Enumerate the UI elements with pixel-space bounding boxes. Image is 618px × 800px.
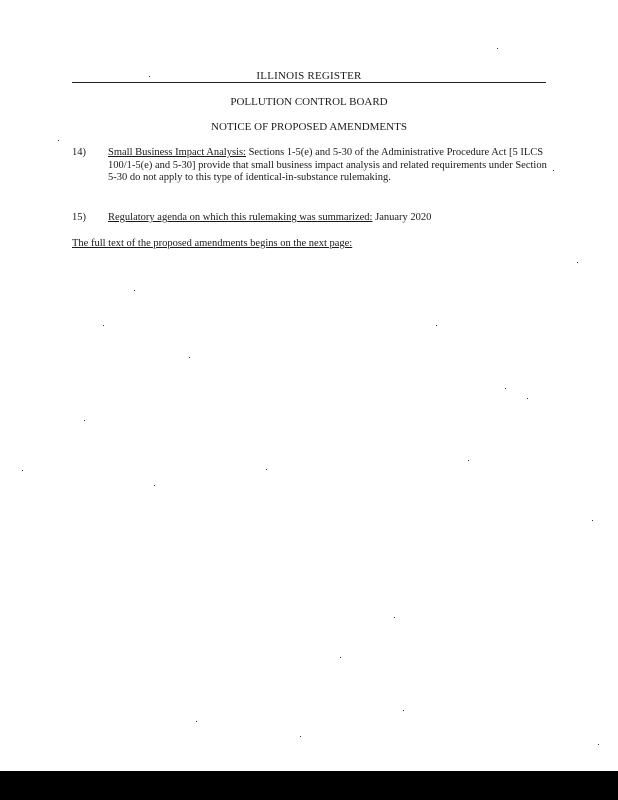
scan-speck bbox=[22, 470, 23, 471]
scan-speck bbox=[403, 710, 404, 711]
scan-speck bbox=[394, 617, 395, 618]
scan-speck bbox=[154, 485, 155, 486]
item-number: 14) bbox=[72, 147, 86, 158]
scan-speck bbox=[598, 744, 599, 745]
item-text: Sections 1-5(e) and 5-30 of the Administrative Procedure Act [5 ILCS 100/1-5(e) and 5-30] provide that small business impact analysis and related requirements under Section 5-30 do not apply to this type of identical-in-substance rulemaking. bbox=[108, 147, 547, 183]
header-divider bbox=[72, 82, 546, 83]
scan-speck bbox=[84, 420, 85, 421]
item-heading: Small Business Impact Analysis: bbox=[108, 147, 246, 158]
scan-speck bbox=[505, 388, 506, 389]
scan-speck bbox=[436, 325, 437, 326]
scan-speck bbox=[196, 721, 197, 722]
scan-speck bbox=[189, 357, 190, 358]
item-text: January 2020 bbox=[372, 212, 432, 223]
item-heading: Regulatory agenda on which this rulemaking was summarized: bbox=[108, 212, 373, 223]
scan-speck bbox=[340, 657, 341, 658]
scan-speck bbox=[527, 398, 528, 399]
item-body bbox=[108, 147, 548, 185]
scan-speck bbox=[577, 262, 578, 263]
scan-speck bbox=[103, 325, 104, 326]
list-item bbox=[72, 147, 546, 199]
notice-title: NOTICE OF PROPOSED AMENDMENTS bbox=[211, 121, 407, 133]
scan-speck bbox=[592, 520, 593, 521]
scan-speck bbox=[58, 140, 59, 141]
scan-footer-bar bbox=[0, 771, 618, 800]
item-number: 15) bbox=[72, 212, 86, 223]
board-name: POLLUTION CONTROL BOARD bbox=[230, 96, 388, 108]
register-title: ILLINOIS REGISTER bbox=[256, 70, 362, 82]
item-body bbox=[108, 212, 548, 225]
scan-speck bbox=[149, 76, 150, 77]
scan-speck bbox=[266, 469, 267, 470]
full-text-note: The full text of the proposed amendments begins on the next page: bbox=[72, 238, 353, 249]
scan-speck bbox=[497, 48, 498, 49]
list-item bbox=[72, 212, 546, 226]
scan-speck bbox=[553, 170, 554, 171]
scan-speck bbox=[300, 736, 301, 737]
scan-speck bbox=[468, 460, 469, 461]
scan-speck bbox=[134, 290, 135, 291]
